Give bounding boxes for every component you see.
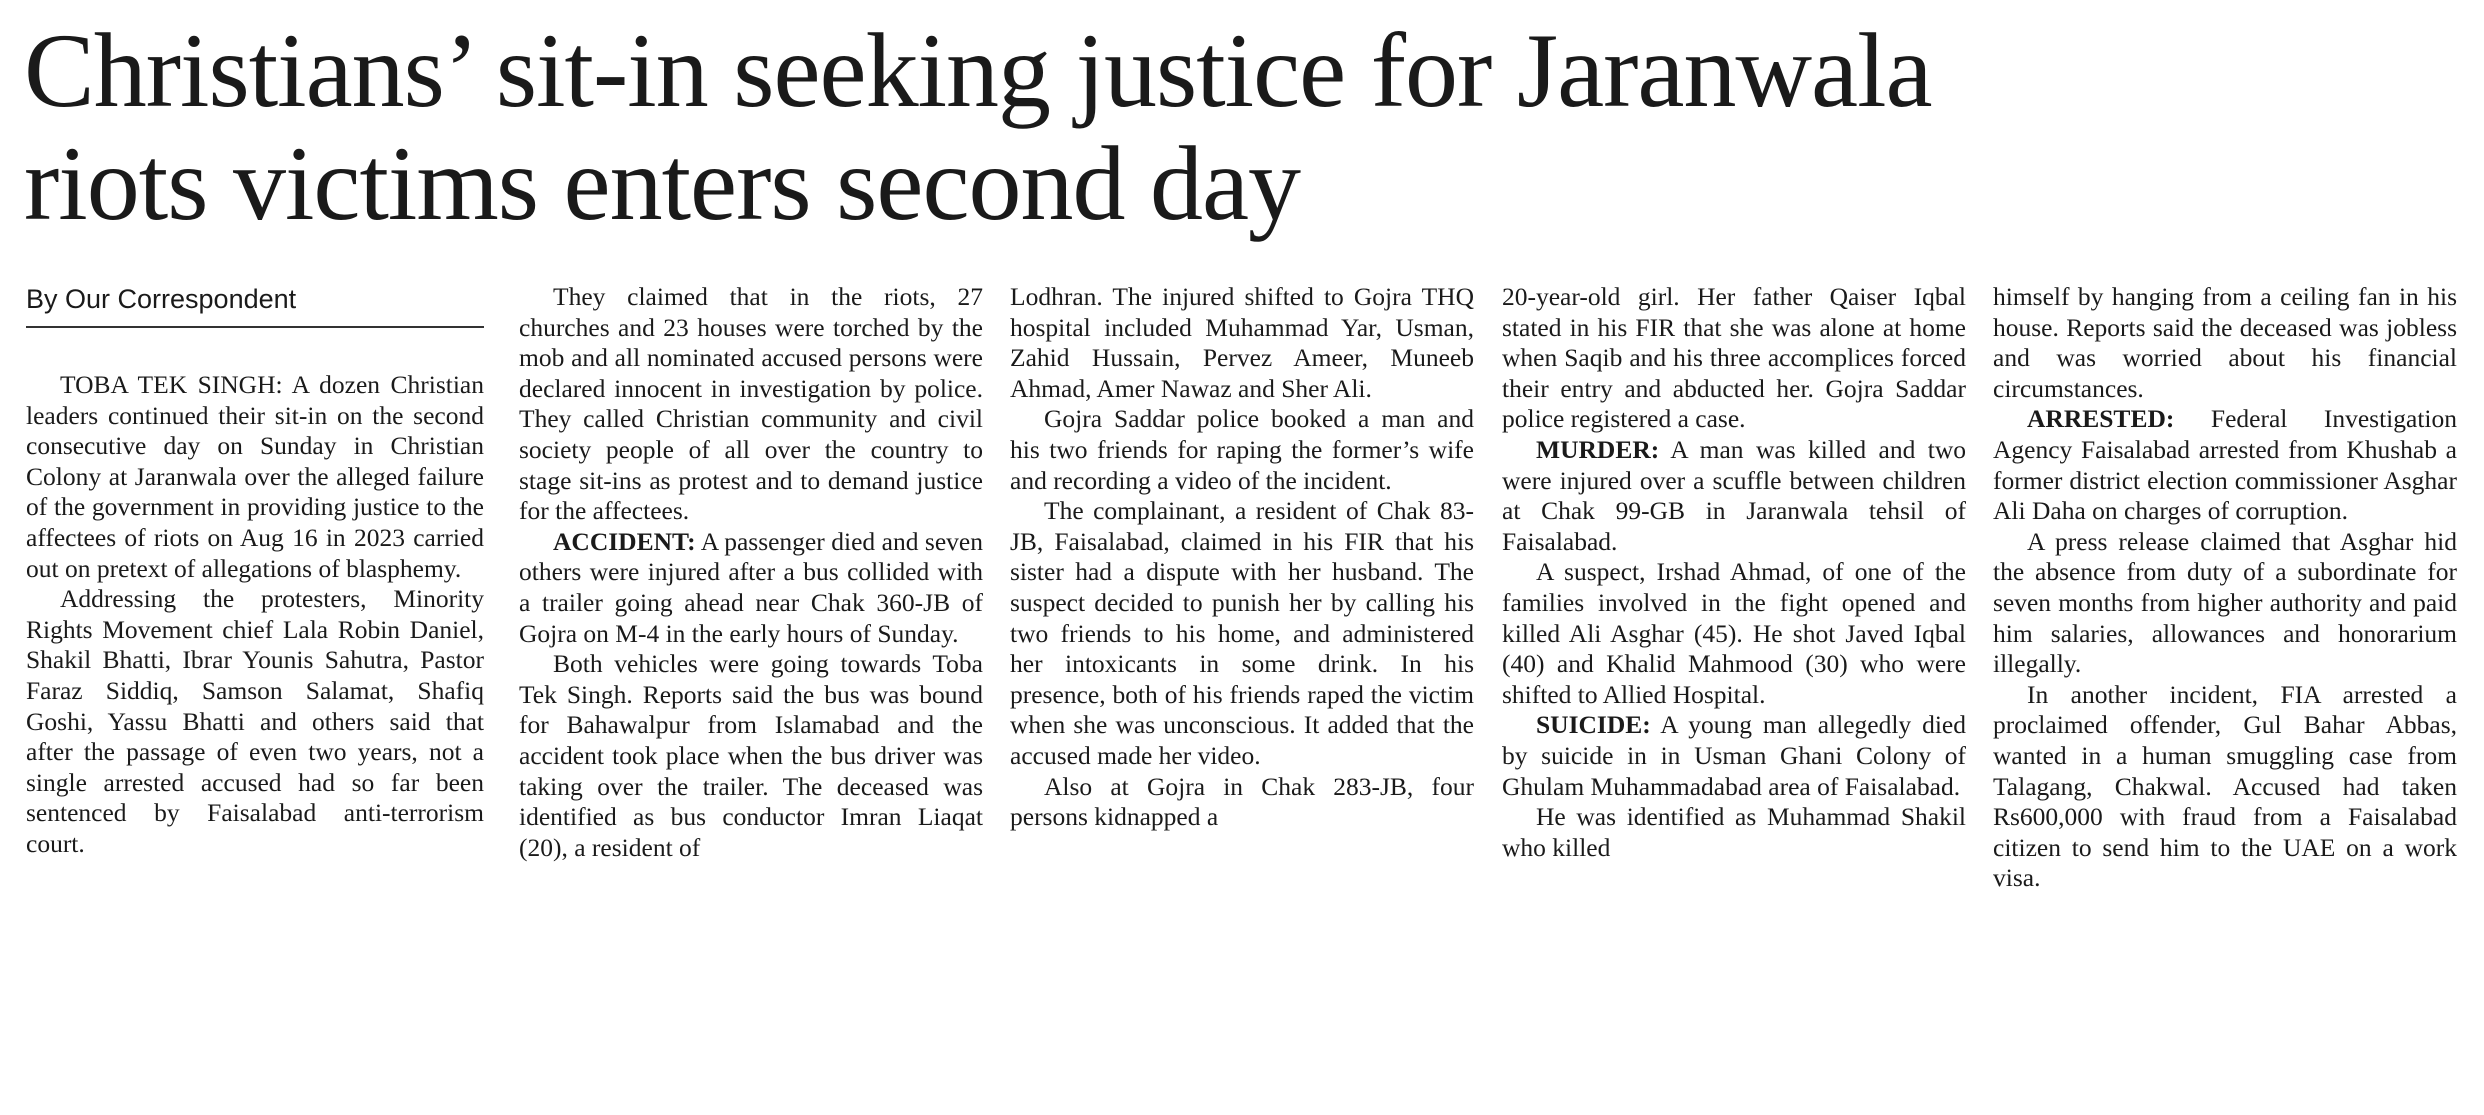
column-1 bbox=[26, 370, 484, 860]
article-paragraph bbox=[519, 527, 983, 649]
article-paragraph bbox=[1993, 527, 2457, 680]
column-3 bbox=[1010, 282, 1474, 833]
byline: By Our Correspondent bbox=[26, 282, 484, 328]
paragraph-text: A young man allegedly died by suicide in in Usman Ghani Colony of Ghulam Muhammadabad area of Faisalabad. bbox=[1502, 710, 1966, 801]
paragraph-text: 20-year-old girl. Her father Qaiser Iqbal stated in his FIR that she was alone at home when Saqib and his three accomplices forced their entry and abducted her. Gojra Saddar police registered a case. bbox=[1502, 282, 1966, 434]
paragraph-text: Gojra Saddar police booked a man and his two friends for raping the former’s wife and recording a video of the incident. bbox=[1010, 404, 1474, 495]
article-paragraph bbox=[1502, 710, 1966, 802]
paragraph-text: Both vehicles were going towards Toba Tek Singh. Reports said the bus was bound for Bahawalpur from Islamabad and the accident took place when the bus driver was taking over the trailer. The deceased was identified as bus conductor Imran Liaqat (20), a resident of bbox=[519, 649, 983, 862]
headline bbox=[24, 14, 2464, 240]
paragraph-text: The complainant, a resident of Chak 83-JB, Faisalabad, claimed in his FIR that his sister had a dispute with her husband. The suspect decided to punish her by calling his two friends to his home, and administered her intoxicants in some drink. In his presence, both of his friends raped the victim when she was unconscious. It added that the accused made her video. bbox=[1010, 496, 1474, 770]
article-paragraph bbox=[1993, 282, 2457, 404]
headline-line-2: riots victims enters second day bbox=[24, 125, 1301, 242]
paragraph-text: In another incident, FIA arrested a proclaimed offender, Gul Bahar Abbas, wanted in a human smuggling case from Talagang, Chakwal. Accused had taken Rs600,000 with fraud from a Faisalabad citizen to send him to the UAE on a work visa. bbox=[1993, 679, 2457, 893]
article-paragraph bbox=[519, 282, 983, 527]
paragraph-text: Lodhran. The injured shifted to Gojra THQ hospital included Muhammad Yar, Usman, Zahid Hussain, Pervez Ameer, Muneeb Ahmad, Amer Nawaz and Sher Ali. bbox=[1010, 282, 1474, 403]
article-paragraph bbox=[1010, 496, 1474, 771]
paragraph-text: Addressing the protesters, Minority Rights Movement chief Lala Robin Daniel, Shakil Bhatti, Ibrar Younis Sahutra, Pastor Faraz Siddiq, Samson Salamat, Shafiq Goshi, Yassu Bhatti and others said that after the passage of even two years, not a single arrested accused had so far been sentenced by Faisalabad anti-terrorism court. bbox=[26, 584, 484, 858]
article-paragraph bbox=[1010, 404, 1474, 496]
column-4 bbox=[1502, 282, 1966, 863]
section-keyword: ARRESTED: bbox=[2027, 404, 2175, 434]
article-paragraph bbox=[1502, 802, 1966, 863]
section-keyword: ACCIDENT: bbox=[553, 526, 696, 556]
article-paragraph bbox=[1502, 557, 1966, 710]
article-paragraph bbox=[26, 370, 484, 584]
paragraph-text: A passenger died and seven others were injured after a bus collided with a trailer going ahead near Chak 360-JB of Gojra on M-4 in the early hours of Sunday. bbox=[519, 526, 983, 648]
paragraph-text: A suspect, Irshad Ahmad, of one of the families involved in the fight opened and killed Ali Asghar (45). He shot Javed Iqbal (40) and Khalid Mahmood (30) who were shifted to Allied Hospital. bbox=[1502, 557, 1966, 709]
section-keyword: MURDER: bbox=[1536, 434, 1660, 464]
article-paragraph bbox=[1502, 282, 1966, 435]
article-paragraph bbox=[1010, 772, 1474, 833]
paragraph-text: TOBA TEK SINGH: A dozen Christian leaders continued their sit-in on the second consecutive day on Sunday in Christian Colony at Jaranwala over the alleged failure of the government in providing justice to the affectees of riots on Aug 16 in 2023 carried out on pretext of allegations of blasphemy. bbox=[26, 370, 484, 583]
byline-block bbox=[26, 282, 484, 860]
paragraph-text: Also at Gojra in Chak 283-JB, four persons kidnapped a bbox=[1010, 771, 1474, 832]
article-paragraph bbox=[1993, 404, 2457, 526]
headline-line-1: Christians’ sit-in seeking justice for Jaranwala bbox=[24, 12, 1932, 129]
article-paragraph bbox=[1502, 435, 1966, 557]
section-keyword: SUICIDE: bbox=[1536, 710, 1651, 740]
column-2 bbox=[519, 282, 983, 863]
article-paragraph bbox=[1010, 282, 1474, 404]
column-5 bbox=[1993, 282, 2457, 894]
paragraph-text: A man was killed and two were injured over a scuffle between children at Chak 99-GB in Jaranwala tehsil of Faisalabad. bbox=[1502, 434, 1966, 556]
paragraph-text: Federal Investigation Agency Faisalabad arrested from Khushab a former district election commissioner Asghar Ali Daha on charges of corruption. bbox=[1993, 404, 2457, 526]
article-paragraph bbox=[26, 584, 484, 859]
article-paragraph bbox=[519, 649, 983, 863]
paragraph-text: himself by hanging from a ceiling fan in his house. Reports said the deceased was jobless and was worried about his financial circumstances. bbox=[1993, 282, 2457, 403]
paragraph-text: He was identified as Muhammad Shakil who killed bbox=[1502, 802, 1966, 862]
article-paragraph bbox=[1993, 680, 2457, 894]
paragraph-text: A press release claimed that Asghar hid the absence from duty of a subordinate for seven months from higher authority and paid him salaries, allowances and honorarium illegally. bbox=[1993, 526, 2457, 679]
paragraph-text: They claimed that in the riots, 27 churches and 23 houses were torched by the mob and all nominated accused persons were declared innocent in investigation by police. They called Christian community and civil society people of all over the country to stage sit-ins as protest and to demand justice for the affectees. bbox=[519, 282, 983, 526]
